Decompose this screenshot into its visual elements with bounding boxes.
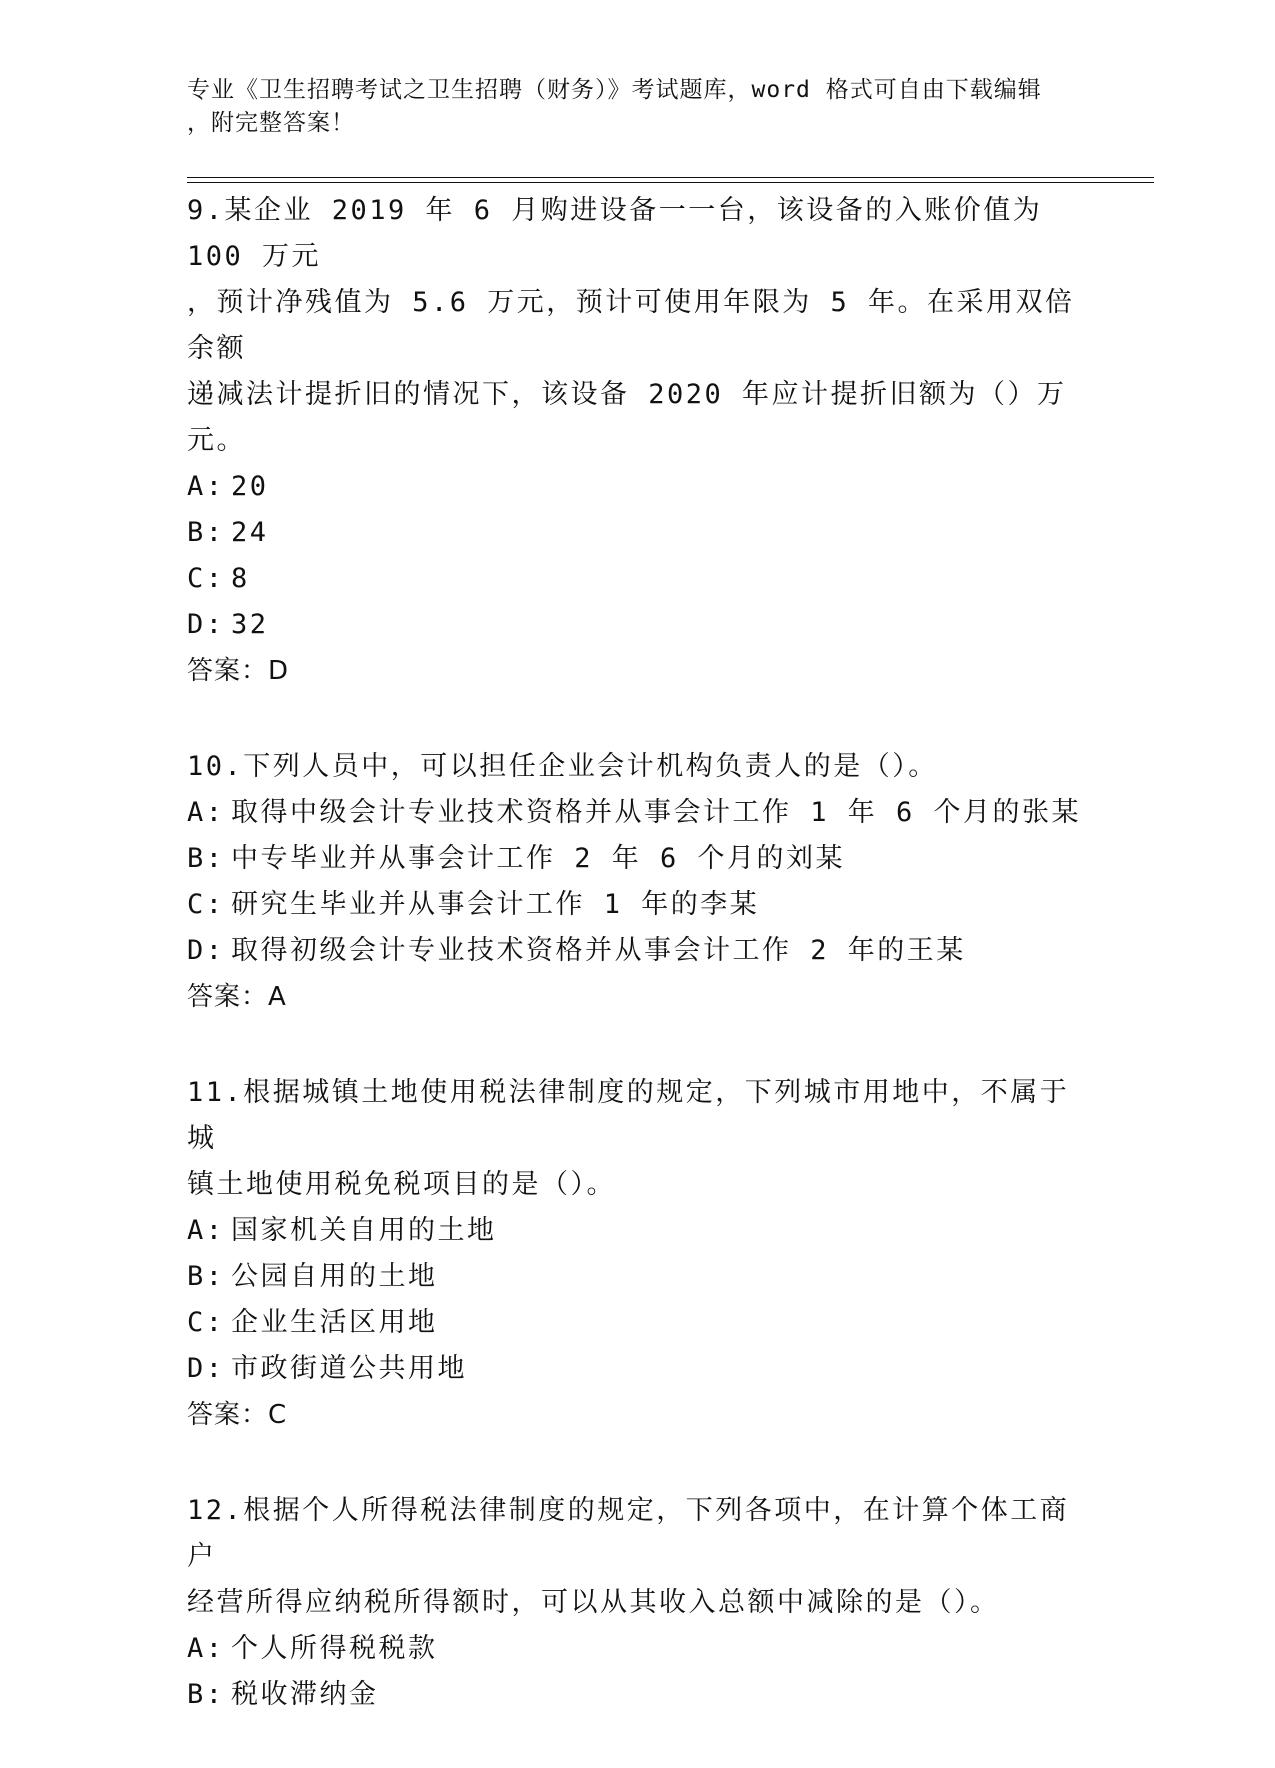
option-text: 国家机关自用的土地 [231, 1215, 497, 1246]
header-divider-bottom [187, 182, 1154, 183]
option-a [187, 1208, 1087, 1254]
option-a [187, 1626, 1087, 1672]
option-letter: A: [187, 471, 225, 502]
option-letter: B: [187, 843, 225, 874]
option-text: 公园自用的土地 [231, 1261, 438, 1292]
answer-key: 答案：C [187, 1400, 288, 1430]
option-text: 取得初级会计专业技术资格并从事会计工作 2 年的王某 [231, 935, 966, 966]
option-a [187, 790, 1087, 836]
option-d [187, 602, 1087, 648]
option-text: 20 [231, 471, 269, 502]
question-10 [187, 744, 1087, 1020]
option-letter: A: [187, 1215, 225, 1246]
option-letter: C: [187, 563, 225, 594]
question-12 [187, 1488, 1087, 1718]
question-stem [187, 1070, 1087, 1208]
option-text: 取得中级会计专业技术资格并从事会计工作 1 年 6 个月的张某 [231, 797, 1082, 828]
option-text: 中专毕业并从事会计工作 2 年 6 个月的刘某 [231, 843, 846, 874]
question-stem [187, 188, 1087, 464]
option-b [187, 1254, 1087, 1300]
option-letter: B: [187, 1261, 225, 1292]
question-stem-line: 经营所得应纳税所得额时，可以从其收入总额中减除的是（）。 [187, 1587, 1000, 1618]
header-divider-top [187, 177, 1154, 178]
question-9 [187, 188, 1087, 694]
option-text: 企业生活区用地 [231, 1307, 438, 1338]
header-intro-line-2: ，附完整答案！ [187, 110, 355, 136]
option-text: 市政街道公共用地 [231, 1353, 467, 1384]
option-letter: D: [187, 609, 225, 640]
question-stem-line: 12.根据个人所得税法律制度的规定，下列各项中，在计算个体工商户 [187, 1495, 1070, 1572]
option-c [187, 1300, 1087, 1346]
option-letter: B: [187, 1679, 225, 1710]
option-a [187, 464, 1087, 510]
option-text: 税收滞纳金 [231, 1679, 379, 1710]
question-stem-line: 递减法计提折旧的情况下，该设备 2020 年应计提折旧额为（）万元。 [187, 379, 1067, 456]
question-stem-line: 10.下列人员中，可以担任企业会计机构负责人的是（）。 [187, 751, 938, 782]
option-text: 个人所得税税款 [231, 1633, 438, 1664]
option-text: 32 [231, 609, 269, 640]
option-b [187, 510, 1087, 556]
option-d [187, 928, 1087, 974]
question-stem-line: 11.根据城镇土地使用税法律制度的规定，下列城市用地中，不属于城 [187, 1077, 1070, 1154]
answer-key: 答案：D [187, 656, 290, 686]
option-letter: C: [187, 889, 225, 920]
question-stem-line: 镇土地使用税免税项目的是（）。 [187, 1169, 616, 1200]
option-c [187, 882, 1087, 928]
header-intro-line-1: 专业《卫生招聘考试之卫生招聘（财务）》考试题库，word 格式可自由下载编辑 [187, 77, 1042, 103]
question-stem [187, 1488, 1087, 1626]
option-c [187, 556, 1087, 602]
option-text: 8 [231, 563, 250, 594]
option-text: 研究生毕业并从事会计工作 1 年的李某 [231, 889, 760, 920]
option-letter: A: [187, 797, 225, 828]
option-letter: D: [187, 935, 225, 966]
question-list [187, 188, 1087, 1768]
question-stem-line: 9.某企业 2019 年 6 月购进设备一一台，该设备的入账价值为 100 万元 [187, 195, 1043, 272]
document-header [187, 74, 1067, 140]
option-b [187, 836, 1087, 882]
option-text: 24 [231, 517, 269, 548]
option-b [187, 1672, 1087, 1718]
option-letter: C: [187, 1307, 225, 1338]
question-stem [187, 744, 1087, 790]
answer-key: 答案：A [187, 982, 287, 1012]
option-d [187, 1346, 1087, 1392]
question-11 [187, 1070, 1087, 1438]
question-stem-line: ，预计净残值为 5.6 万元，预计可使用年限为 5 年。在采用双倍余额 [187, 287, 1075, 364]
option-letter: B: [187, 517, 225, 548]
option-letter: D: [187, 1353, 225, 1384]
option-letter: A: [187, 1633, 225, 1664]
